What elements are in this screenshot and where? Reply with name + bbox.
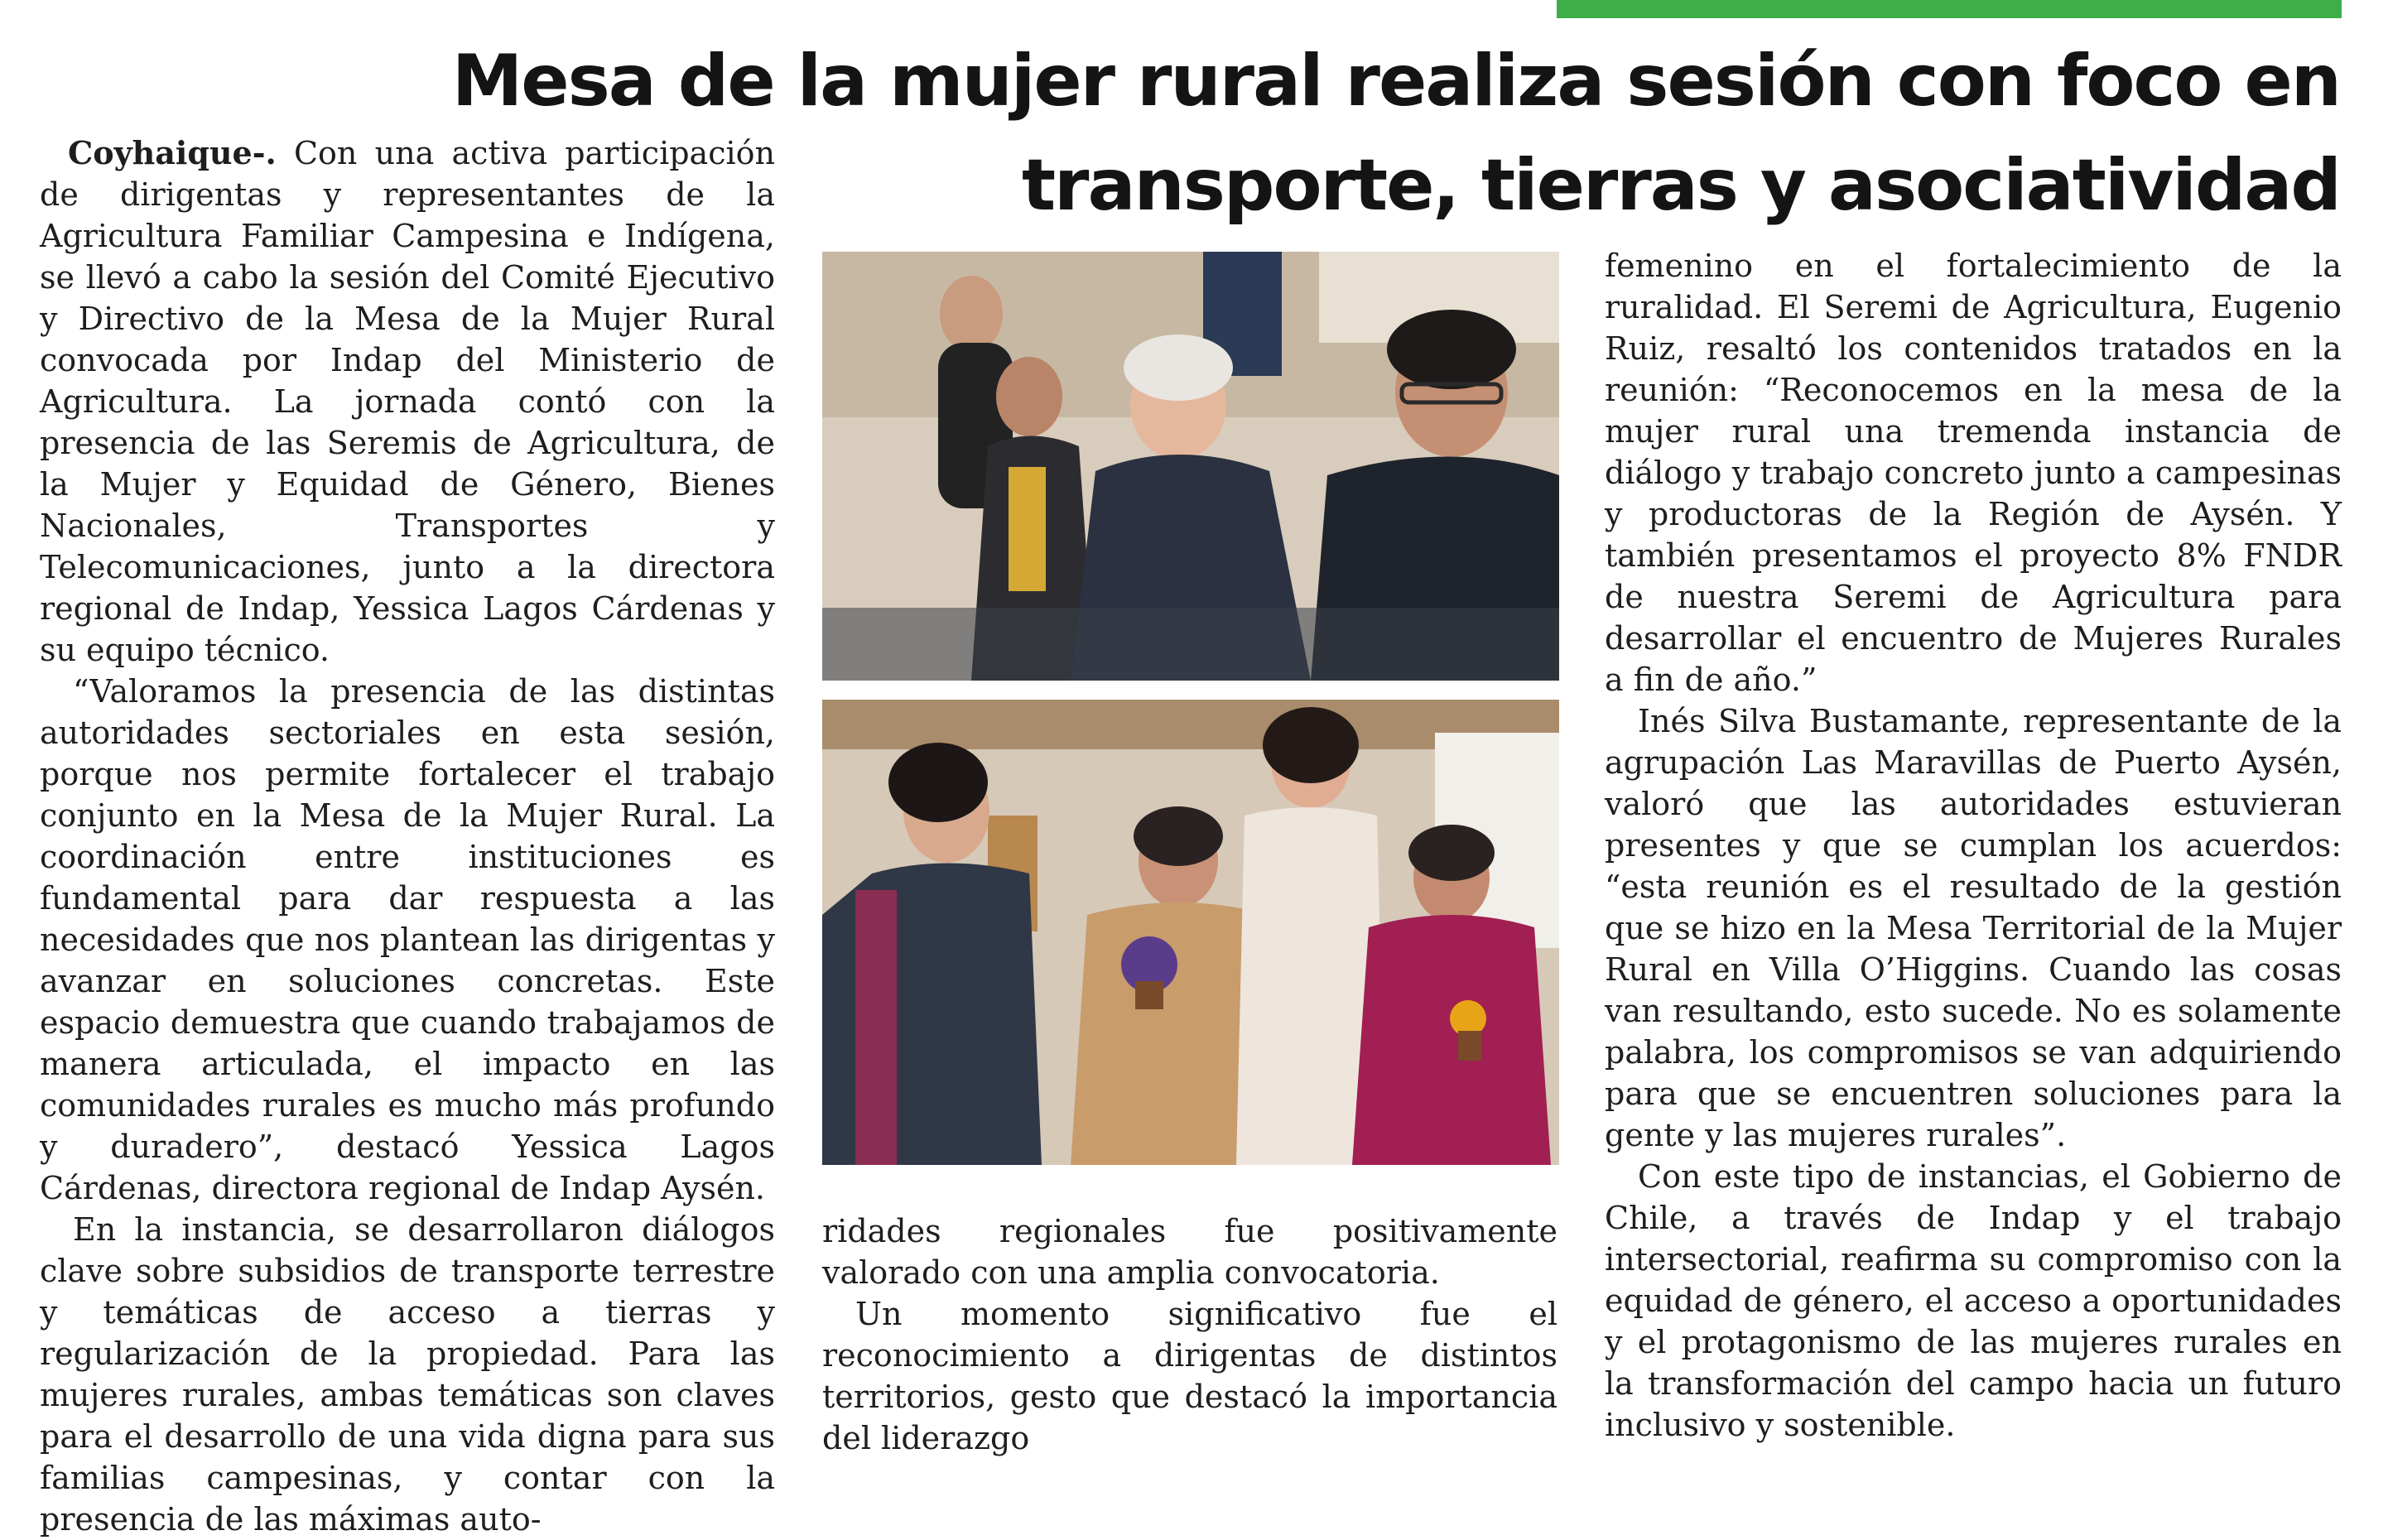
- meeting-photo: [822, 252, 1559, 681]
- article-column-2: [822, 1210, 1557, 1459]
- article-paragraph: Con este tipo de instancias, el Gobierno de Chile, a través de Indap y el trabajo intersectorial, reafirma su compromiso con la equidad de género, el acceso a oportunidades y el protagonismo de las mujeres rurales en la transformación del campo hacia un futuro inclusivo y sostenible.: [1605, 1158, 2342, 1443]
- paragraph-text: Con una activa participación de dirigentas y representantes de la Agricultura Familiar Campesina e Indígena, se llevó a cabo la sesión del Comité Ejecutivo y Directivo de la Mesa de la Mujer Rural convocada por Indap del Ministerio de Agricultura. La jornada contó con la presencia de las Seremis de Agricultura, de la Mujer y Equidad de Género, Bienes Nacionales, Transportes y Telecomunicaciones, junto a la directora regional de Indap, Yessica Lagos Cárdenas y su equipo técnico.: [40, 135, 775, 668]
- article-paragraph: Un momento significativo fue el reconocimiento a dirigentas de distintos territorios, gesto que destacó la importancia del liderazgo: [822, 1296, 1557, 1456]
- headline-line-1: Mesa de la mujer rural realiza sesión con foco en: [451, 40, 2340, 123]
- article-paragraph: [40, 132, 775, 671]
- recognition-photo-illustration: [822, 700, 1559, 1165]
- article-paragraph: En la instancia, se desarrollaron diálogos clave sobre subsidios de transporte terrestre y temáticas de acceso a tierras y regularización de la propiedad. Para las mujeres rurales, ambas temáticas son claves para el desarrollo de una vida digna para sus familias campesinas, y contar con la presencia de las máximas auto-: [40, 1211, 775, 1538]
- recognition-photo: [822, 700, 1559, 1165]
- article-column-1: [40, 132, 775, 1540]
- dateline: Coyhaique-.: [68, 134, 277, 171]
- article-paragraph: femenino en el fortalecimiento de la ruralidad. El Seremi de Agricultura, Eugenio Ruiz, resaltó los contenidos tratados en la reunión: “Reconocemos en la mesa de la mujer rural una tremenda instancia de diálogo y trabajo concreto junto a campesinas y productoras de la Región de Aysén. Y también presentamos el proyecto 8% FNDR de nuestra Seremi de Agricultura para desarrollar el encuentro de Mujeres Rurales a fin de año.”: [1605, 248, 2342, 698]
- article-paragraph: “Valoramos la presencia de las distintas autoridades sectoriales en esta sesión, porque nos permite fortalecer el trabajo conjunto en la Mesa de la Mujer Rural. La coordinación entre instituciones es fundamental para dar respuesta a las necesidades que nos plantean las dirigentas y avanzar en soluciones concretas. Este espacio demuestra que cuando trabajamos de manera articulada, el impacto en las comunidades rurales es mucho más profundo y duradero”, destacó Yessica Lagos Cárdenas, directora regional de Indap Aysén.: [40, 673, 775, 1206]
- article-paragraph: ridades regionales fue positivamente valorado con una amplia convocatoria.: [822, 1213, 1557, 1291]
- section-accent-bar: [1557, 0, 2342, 18]
- meeting-photo-illustration: [822, 252, 1559, 681]
- article-paragraph: Inés Silva Bustamante, representante de la agrupación Las Maravillas de Puerto Aysén, valoró que las autoridades estuvieran presentes y que se cumplan los acuerdos: “esta reunión es el resultado de la gestión que se hizo en la Mesa Territorial de la Mujer Rural en Villa O’Higgins. Cuando las cosas van resultando, esto sucede. No es solamente palabra, los compromisos se van adquiriendo para que se encuentren soluciones para la gente y las mujeres rurales”.: [1605, 703, 2342, 1153]
- article-column-3: [1605, 245, 2342, 1446]
- headline-line-2: transporte, tierras y asociatividad: [1021, 144, 2340, 227]
